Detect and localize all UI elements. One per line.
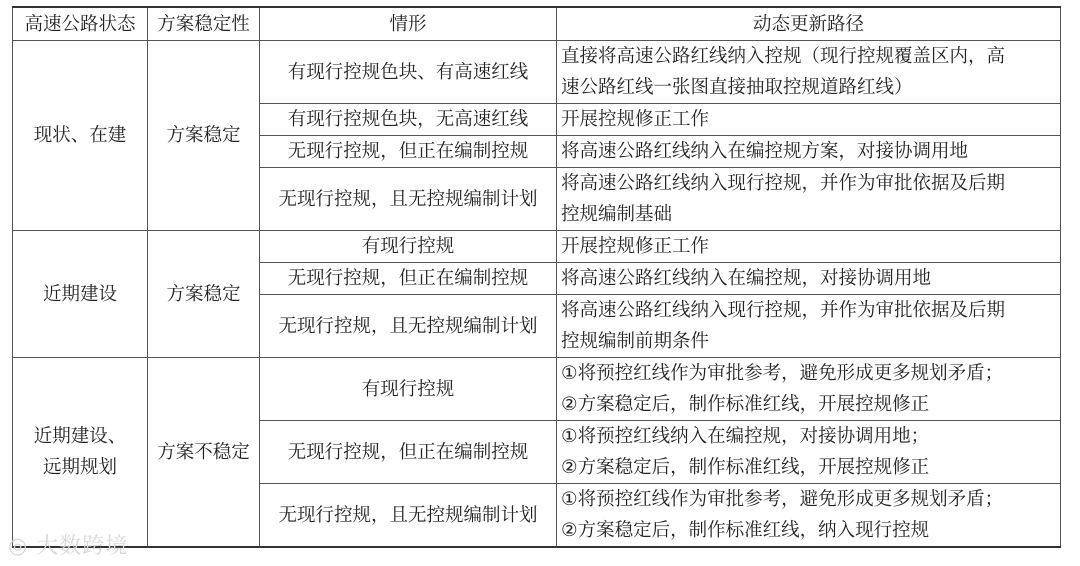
- status-cell: 近期建设: [13, 231, 148, 358]
- watermark-logo: [8, 529, 128, 560]
- path-cell: 直接将高速公路红线纳入控规（现行控规覆盖区内，高 速公路红线一张图直接抽取控规道路红线）: [557, 41, 1061, 104]
- path-cell: ①将预控红线纳入在编控规，对接协调用地； ②方案稳定后，制作标准红线，开展控规修正: [557, 421, 1061, 484]
- path-cell: ①将预控红线作为审批参考，避免形成更多规划矛盾； ②方案稳定后，制作标准红线，纳入现行控规: [557, 484, 1061, 548]
- watermark-icon: ◎: [8, 534, 29, 559]
- stability-cell: 方案稳定: [148, 231, 260, 358]
- status-cell: 近期建设、 远期规划: [13, 358, 148, 548]
- condition-cell: 无现行控规，且无控规编制计划: [260, 484, 557, 548]
- condition-cell: 有现行控规: [260, 358, 557, 421]
- condition-cell: 无现行控规，但正在编制控规: [260, 263, 557, 295]
- stability-cell: 方案稳定: [148, 41, 260, 231]
- path-cell: 将高速公路红线纳入在编控规方案，对接协调用地: [557, 136, 1061, 168]
- condition-cell: 无现行控规，且无控规编制计划: [260, 168, 557, 231]
- header-update-path: 动态更新路径: [557, 7, 1061, 41]
- path-cell: 将高速公路红线纳入在编控规，对接协调用地: [557, 263, 1061, 295]
- status-cell: 现状、在建: [13, 41, 148, 231]
- table-row: [13, 231, 1061, 263]
- condition-cell: 无现行控规，但正在编制控规: [260, 421, 557, 484]
- path-cell: 开展控规修正工作: [557, 231, 1061, 263]
- header-condition: 情形: [260, 7, 557, 41]
- stability-cell: 方案不稳定: [148, 358, 260, 548]
- path-cell: ①将预控红线作为审批参考，避免形成更多规划矛盾； ②方案稳定后，制作标准红线，开展控规修正: [557, 358, 1061, 421]
- path-cell: 将高速公路红线纳入现行控规，并作为审批依据及后期 控规编制前期条件: [557, 295, 1061, 358]
- highway-planning-table: [12, 6, 1061, 548]
- watermark-text: 大数跨境: [36, 534, 129, 559]
- header-row: [13, 7, 1061, 41]
- header-status: 高速公路状态: [13, 7, 148, 41]
- table-row: [13, 41, 1061, 104]
- path-cell: 开展控规修正工作: [557, 104, 1061, 136]
- condition-cell: 有现行控规: [260, 231, 557, 263]
- condition-cell: 有现行控规色块、有高速红线: [260, 41, 557, 104]
- condition-cell: 无现行控规，且无控规编制计划: [260, 295, 557, 358]
- condition-cell: 无现行控规，但正在编制控规: [260, 136, 557, 168]
- path-cell: 将高速公路红线纳入现行控规，并作为审批依据及后期 控规编制基础: [557, 168, 1061, 231]
- condition-cell: 有现行控规色块，无高速红线: [260, 104, 557, 136]
- header-stability: 方案稳定性: [148, 7, 260, 41]
- table-row: [13, 358, 1061, 421]
